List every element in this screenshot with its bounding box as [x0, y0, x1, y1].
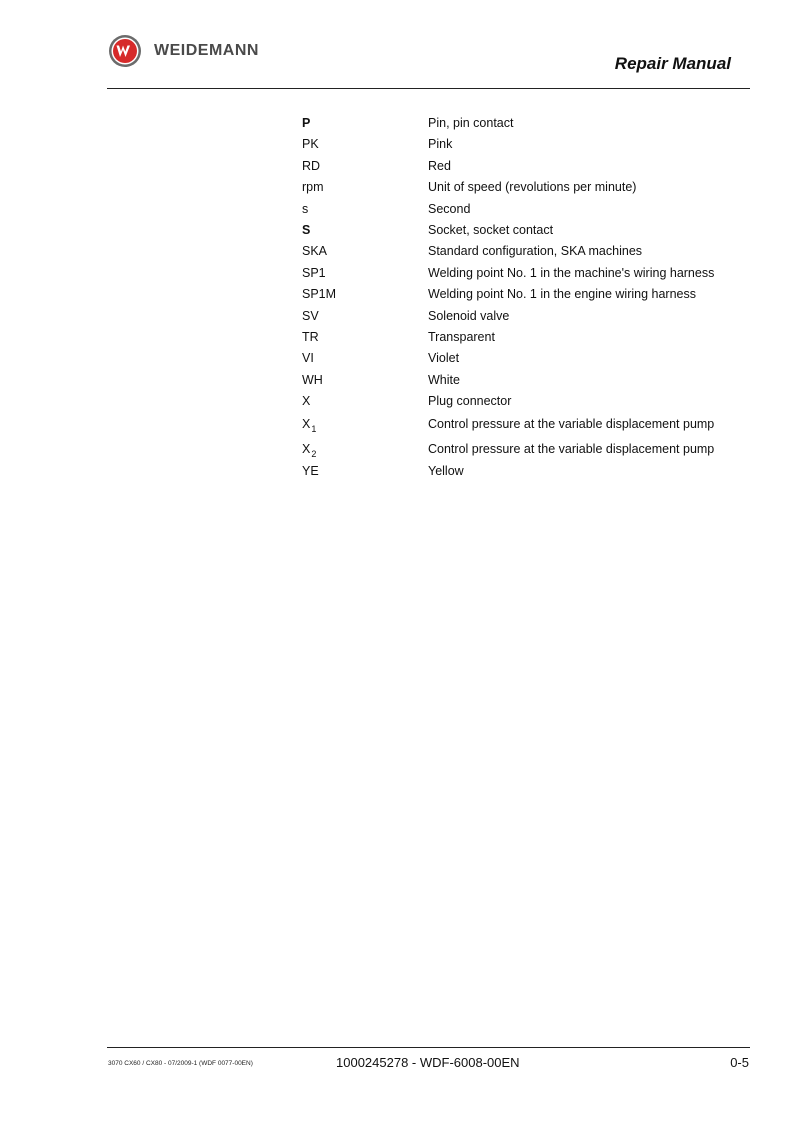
weidemann-logo-icon: [108, 34, 142, 68]
abbreviation-term: [302, 306, 428, 327]
abbreviation-text: P: [302, 116, 311, 130]
abbreviation-text: WH: [302, 372, 323, 387]
glossary-row: [302, 177, 722, 198]
abbreviation-text: X: [302, 417, 311, 432]
abbreviation-meaning: Solenoid valve: [428, 308, 510, 323]
abbreviation-term: [302, 391, 428, 412]
abbreviation-term: [302, 327, 428, 348]
glossary-row: [302, 156, 722, 177]
footer-divider: [107, 1047, 750, 1048]
abbreviation-subscript: 1: [311, 424, 317, 435]
glossary-row: [302, 327, 722, 348]
abbreviation-text: SKA: [302, 244, 328, 259]
abbreviation-text: X: [302, 441, 311, 456]
abbreviation-term: [302, 156, 428, 177]
abbreviation-text: SP1: [302, 265, 326, 280]
abbreviation-meaning: Pink: [428, 137, 453, 152]
abbreviation-meaning: Plug connector: [428, 394, 512, 409]
abbreviation-meaning: Control pressure at the variable displacement pump: [428, 441, 715, 456]
abbreviation-text: S: [302, 222, 311, 237]
glossary-row: [302, 113, 722, 134]
glossary-row: [302, 284, 722, 305]
abbreviation-term: [302, 370, 428, 391]
footer-document-number: 1000245278 - WDF-6008-00EN: [336, 1055, 520, 1070]
glossary-row: [302, 306, 722, 327]
abbreviation-text: X: [302, 394, 311, 409]
glossary-row: [302, 263, 722, 284]
abbreviation-text: YE: [302, 463, 319, 478]
abbreviation-meaning: Welding point No. 1 in the engine wiring harness: [428, 287, 696, 302]
glossary-row: [302, 437, 722, 461]
abbreviation-meaning: Standard configuration, SKA machines: [428, 244, 643, 259]
header-divider: [107, 88, 750, 89]
abbreviation-meaning: Violet: [428, 351, 460, 366]
glossary-row: [302, 391, 722, 412]
abbreviation-term: [302, 437, 428, 462]
abbreviation-text: TR: [302, 329, 319, 344]
abbreviation-list: [302, 113, 722, 482]
abbreviation-text: PK: [302, 137, 319, 152]
glossary-row: [302, 348, 722, 369]
glossary-row: [302, 241, 722, 262]
abbreviation-meaning: Red: [428, 158, 451, 173]
glossary-row: [302, 461, 722, 482]
abbreviation-text: RD: [302, 158, 321, 173]
abbreviation-meaning: Welding point No. 1 in the machine's wiring harness: [428, 265, 715, 280]
glossary-row: [302, 412, 722, 436]
abbreviation-meaning: Socket, socket contact: [428, 222, 554, 237]
abbreviation-meaning: Transparent: [428, 329, 495, 344]
abbreviation-term: [302, 199, 428, 220]
abbreviation-meaning: Pin, pin contact: [428, 116, 514, 130]
abbreviation-term: [302, 284, 428, 305]
abbreviation-meaning: Control pressure at the variable displacement pump: [428, 417, 715, 432]
abbreviation-meaning: Yellow: [428, 463, 464, 478]
abbreviation-term: [302, 220, 428, 241]
document-title: Repair Manual: [614, 54, 731, 73]
abbreviation-term: [302, 461, 428, 482]
glossary-row: [302, 134, 722, 155]
abbreviation-term: [302, 113, 428, 134]
brand-name: WEIDEMANN: [154, 42, 259, 59]
brand-logo: [108, 34, 259, 68]
abbreviation-text: s: [302, 201, 309, 216]
abbreviation-text: rpm: [302, 180, 324, 195]
abbreviation-term: [302, 134, 428, 155]
glossary-row: [302, 220, 722, 241]
abbreviation-meaning: Unit of speed (revolutions per minute): [428, 180, 637, 195]
glossary-row: [302, 370, 722, 391]
glossary-row: [302, 199, 722, 220]
abbreviation-text: SV: [302, 308, 319, 323]
page-header: [0, 0, 794, 92]
abbreviation-term: [302, 348, 428, 369]
abbreviation-term: [302, 177, 428, 198]
abbreviation-text: VI: [302, 351, 314, 366]
page-number: 0-5: [730, 1055, 749, 1070]
abbreviation-term: [302, 412, 428, 437]
abbreviation-subscript: 2: [311, 448, 317, 459]
abbreviation-term: [302, 263, 428, 284]
abbreviation-text: SP1M: [302, 287, 337, 302]
footer-document-code: 3070 CX60 / CX80 - 07/2009-1 (WDF 0077-00EN): [108, 1060, 253, 1067]
abbreviation-meaning: Second: [428, 201, 471, 216]
abbreviation-meaning: White: [428, 372, 460, 387]
abbreviation-term: [302, 241, 428, 262]
